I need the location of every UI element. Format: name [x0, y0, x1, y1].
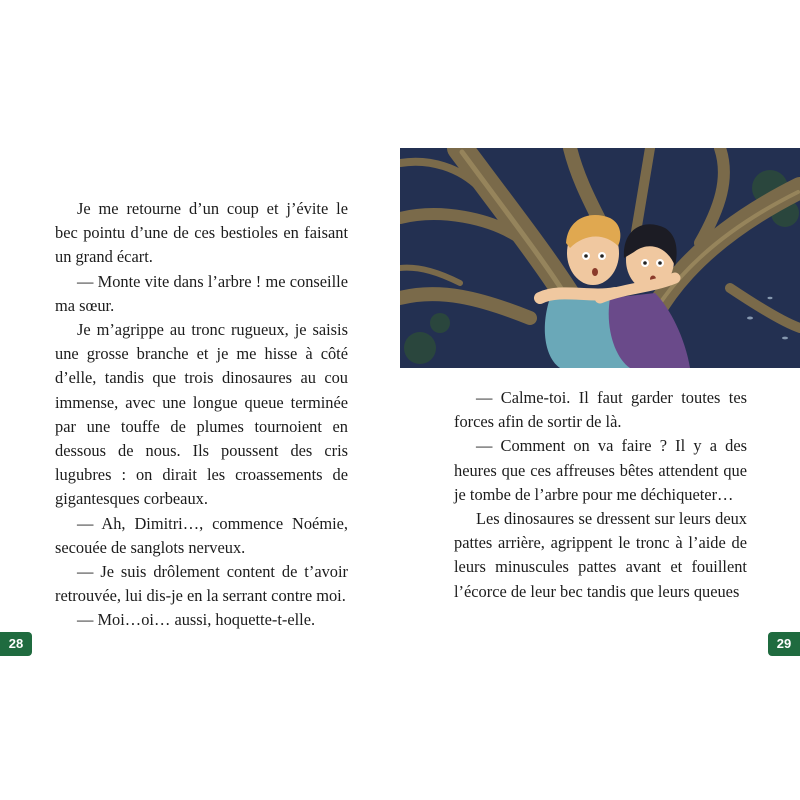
paragraph: — Comment on va faire ? Il y a des heures que ces affreuses bêtes attendent que je tombe de l’arbre pour me déchiqueter… [454, 436, 747, 504]
paragraph: Les dinosaures se dressent sur leurs deux pattes arrière, agrippent le tronc à l’aide de leurs minuscules pattes avant et fouillent l’écorce de leur bec tandis que leurs queues [454, 509, 747, 601]
paragraph: Je m’agrippe au tronc rugueux, je saisis une grosse branche et je me hisse à côté d’elle, tandis que trois dinosaures au cou immense, avec une longue queue terminée par une touffe de plumes tournoient en dessous de nous. Ils poussent des cris lugubres : on dirait les croassements de gigantesques corbeaux. [55, 320, 348, 509]
tree-illustration [400, 148, 800, 368]
left-page-text [55, 197, 348, 633]
page-number-left: 28 [0, 632, 32, 656]
page-number-right: 29 [768, 632, 800, 656]
paragraph: — Ah, Dimitri…, commence Noémie, secouée de sanglots nerveux. [55, 513, 348, 557]
paragraph: — Calme-toi. Il faut garder toutes tes forces afin de sortir de là. [454, 388, 747, 432]
paragraph: — Moi…oi… aussi, hoquette-t-elle. [77, 610, 316, 630]
paragraph: — Je suis drôlement content de t’avoir retrouvée, lui dis-je en la serrant contre moi. [55, 562, 348, 606]
right-page-text [454, 386, 747, 604]
paragraph: — Monte vite dans l’arbre ! me conseille ma sœur. [55, 271, 348, 315]
paragraph: Je me retourne d’un coup et j’évite le bec pointu d’une de ces bestioles en faisant un grand écart. [55, 199, 348, 267]
